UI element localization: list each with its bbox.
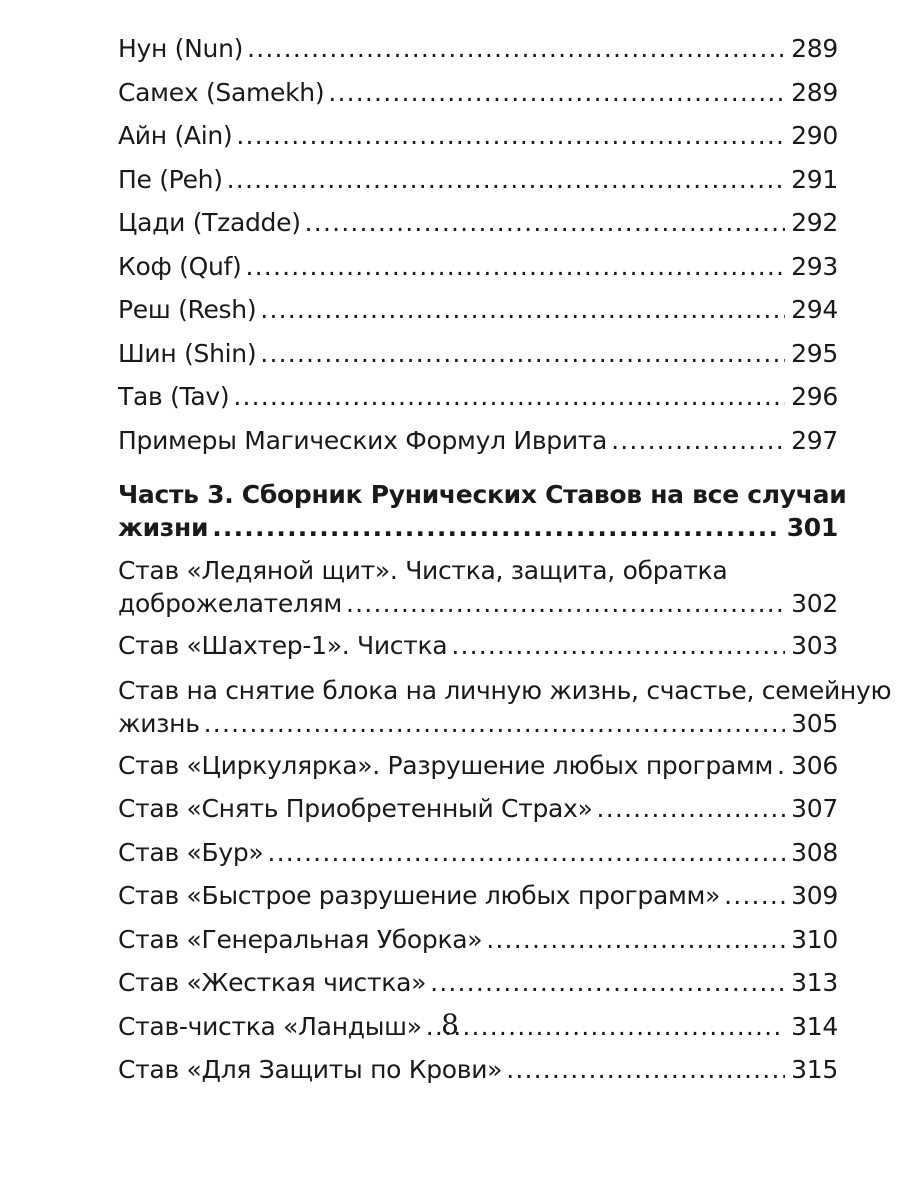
toc-entry-title: Самех (Samekh) (118, 77, 325, 107)
toc-entry-title-line1: Став «Ледяной щит». Чистка, защита, обратка (118, 556, 728, 585)
toc-entry-circular (118, 751, 838, 781)
toc-entry-page: 297 (791, 425, 838, 455)
dot-leader (430, 968, 785, 998)
toc-entry-fear (118, 794, 838, 824)
toc-entry-page: 295 (791, 338, 838, 368)
dot-leader (267, 838, 785, 868)
dot-leader (236, 121, 785, 151)
toc-entry-title: Шин (Shin) (118, 338, 257, 368)
toc-entry-page: 308 (791, 837, 838, 867)
toc-entry-page: 289 (791, 77, 838, 107)
toc-entry-page: 310 (791, 924, 838, 954)
toc-entry-peh (118, 165, 838, 195)
table-of-contents (118, 34, 892, 1099)
toc-entry-ice-shield (118, 554, 838, 620)
dot-leader (260, 339, 785, 369)
toc-entry-title: Став «Снять Приобретенный Страх» (118, 794, 593, 823)
toc-entry-page: 291 (791, 164, 838, 194)
toc-entry-title: Став-чистка «Ландыш» (118, 1011, 422, 1041)
toc-entry-shin (118, 339, 838, 369)
toc-entry-hebrew-formulas (118, 426, 838, 456)
toc-entry-title: Цади (Tzadde) (118, 208, 301, 237)
toc-entry-title: Реш (Resh) (118, 295, 257, 324)
toc-entry-title: Став «Циркулярка». Разрушение любых программ (118, 750, 774, 780)
toc-entry-title: Став «Для Защиты по Крови» (118, 1055, 503, 1084)
dot-leader (233, 382, 785, 412)
toc-entry-tzadde (118, 208, 838, 238)
toc-entry-title: Став «Жесткая чистка» (118, 968, 427, 997)
toc-entry-title: Став «Бур» (118, 837, 264, 867)
toc-entry-shakhter (118, 631, 838, 661)
toc-entry-page: 301 (786, 512, 838, 542)
toc-entry-hard-cleaning (118, 968, 838, 998)
toc-entry-title-line2: доброжелателям (118, 589, 342, 618)
toc-entry-title-line2: жизнь (118, 709, 200, 738)
dot-leader (212, 511, 780, 544)
toc-entry-fast-destruction (118, 881, 838, 911)
toc-entry-page: 294 (791, 295, 838, 324)
toc-entry-title: Тав (Tav) (118, 382, 230, 411)
toc-entry-title: Айн (Ain) (118, 121, 233, 150)
toc-entry-block-removal (118, 674, 892, 740)
dot-leader (247, 34, 785, 64)
toc-entry-page: 290 (791, 121, 838, 150)
toc-part-title-line1: Часть 3. Сборник Рунических Ставов на все случаи (118, 479, 847, 509)
toc-entry-title: Нун (Nun) (118, 34, 244, 63)
dot-leader (611, 426, 785, 456)
toc-entry-ain (118, 121, 838, 151)
toc-entry-page: 314 (791, 1011, 838, 1041)
toc-entry-page: 293 (791, 251, 838, 281)
toc-part-title-line2: жизни (118, 512, 209, 542)
toc-entry-page: 305 (791, 709, 838, 738)
toc-entry-page: 313 (791, 968, 838, 997)
toc-entry-nun (118, 34, 838, 64)
page-number: 8 (441, 1008, 459, 1041)
dot-leader (346, 587, 785, 620)
toc-part-heading (118, 478, 847, 544)
dot-leader (328, 78, 785, 108)
toc-entry-page: 309 (791, 881, 838, 910)
dot-leader (305, 208, 786, 238)
toc-entry-title-line1: Став на снятие блока на личную жизнь, счастье, семейную (118, 676, 892, 705)
toc-entry-page: 289 (791, 34, 838, 63)
dot-leader (486, 925, 785, 955)
toc-entry-samekh (118, 78, 838, 108)
toc-entry-title: Став «Генеральная Уборка» (118, 924, 483, 954)
toc-entry-page: 307 (791, 794, 838, 823)
dot-leader (204, 707, 786, 740)
dot-leader (227, 165, 786, 195)
dot-leader (506, 1055, 785, 1085)
dot-leader (451, 631, 785, 661)
dot-leader (260, 295, 785, 325)
dot-leader (246, 252, 786, 282)
toc-entry-resh (118, 295, 838, 325)
dot-leader (597, 794, 786, 824)
toc-entry-title: Коф (Quf) (118, 251, 242, 281)
toc-entry-title: Став «Шахтер-1». Чистка (118, 630, 448, 660)
dot-leader (724, 881, 785, 911)
toc-entry-quf (118, 252, 838, 282)
toc-entry-page: 302 (791, 589, 838, 618)
toc-entry-page: 296 (791, 382, 838, 411)
toc-entry-title: Став «Быстрое разрушение любых программ» (118, 881, 721, 910)
toc-entry-title: Пе (Peh) (118, 164, 223, 194)
toc-entry-page: 292 (791, 208, 838, 237)
toc-entry-general-cleaning (118, 925, 838, 955)
toc-entry-page: 303 (791, 630, 838, 660)
toc-entry-blood-protection (118, 1055, 838, 1085)
toc-entry-title: Примеры Магических Формул Иврита (118, 425, 608, 455)
dot-leader (777, 751, 785, 781)
toc-entry-page: 306 (791, 750, 838, 780)
toc-entry-page: 315 (791, 1055, 838, 1084)
toc-entry-drill (118, 838, 838, 868)
toc-entry-tav (118, 382, 838, 412)
